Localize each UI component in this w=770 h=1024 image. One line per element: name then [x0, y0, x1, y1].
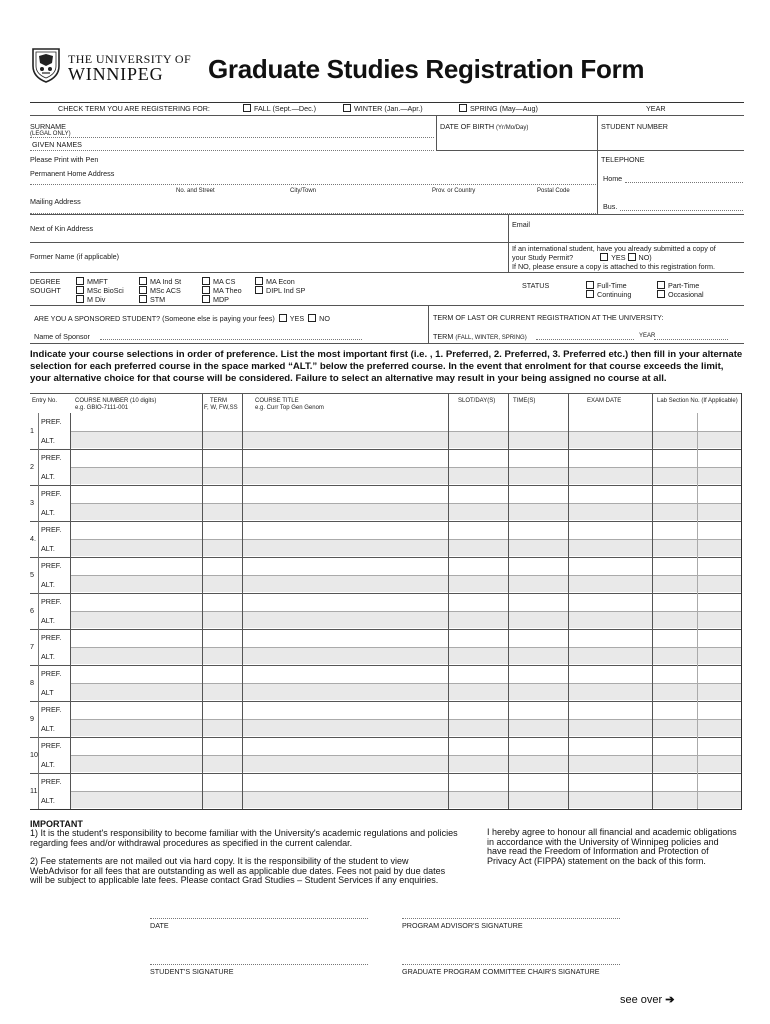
status-option[interactable]: Continuing [586, 290, 631, 299]
table-row [30, 737, 742, 773]
telephone-label: TELEPHONE [601, 155, 645, 164]
alt-row-band[interactable] [71, 648, 741, 664]
entry-number: 6 [30, 606, 34, 615]
student-signature-label: STUDENT'S SIGNATURE [150, 967, 234, 976]
col-course-title-eg: e.g. Curr Top Gen Genom [255, 405, 324, 411]
chair-signature-label: GRADUATE PROGRAM COMMITTEE CHAIR'S SIGNATURE [402, 967, 600, 976]
year-label: YEAR [646, 104, 666, 113]
alt-row-band[interactable] [71, 540, 741, 556]
table-row [30, 413, 742, 449]
pref-label: PREF. [41, 489, 62, 498]
pref-label: PREF. [41, 633, 62, 642]
sponsor-yes-checkbox[interactable] [279, 314, 287, 322]
term-fall[interactable] [243, 104, 316, 113]
entry-number: 2 [30, 462, 34, 471]
degree-option[interactable]: MA CS [202, 277, 235, 286]
intl-no-checkbox[interactable] [628, 253, 636, 261]
fall-checkbox[interactable] [243, 104, 251, 112]
see-over [620, 994, 674, 1007]
entry-number: 4. [30, 534, 36, 543]
no-street-label: No. and Street [176, 188, 215, 194]
degree-checkbox[interactable] [139, 277, 147, 285]
bus-phone-label: Bus. [603, 202, 618, 211]
table-row [30, 521, 742, 557]
col-course-title: COURSE TITLE [255, 398, 299, 404]
degree-label-2: SOUGHT [30, 286, 61, 295]
alt-label: ALT. [41, 508, 55, 517]
sponsor-no-checkbox[interactable] [308, 314, 316, 322]
important-heading: IMPORTANT [30, 819, 83, 829]
alt-row-band[interactable] [71, 432, 741, 448]
given-names-label: GIVEN NAMES [32, 140, 82, 149]
col-course-number: COURSE NUMBER (10 digits) [75, 398, 157, 404]
degree-checkbox[interactable] [255, 277, 263, 285]
part-time-checkbox[interactable] [657, 281, 665, 289]
degree-checkbox[interactable] [76, 295, 84, 303]
alt-label: ALT. [41, 724, 55, 733]
degree-option[interactable]: STM [139, 295, 165, 304]
table-row [30, 485, 742, 521]
col-exam: EXAM DATE [587, 398, 622, 404]
intl-line2: your Study Permit? YES NO) [512, 253, 652, 262]
alt-label: ALT. [41, 436, 55, 445]
continuing-checkbox[interactable] [586, 290, 594, 298]
degree-option[interactable]: MA Theo [202, 286, 242, 295]
status-option[interactable]: Occasional [657, 290, 704, 299]
dob-label: DATE OF BIRTH (Yr/Mo/Day) [440, 122, 529, 131]
status-option[interactable]: Full-Time [586, 281, 627, 290]
col-term: TERM [210, 398, 227, 404]
col-entry-no: Entry No. [32, 398, 58, 404]
alt-row-band[interactable] [71, 612, 741, 628]
status-option[interactable]: Part-Time [657, 281, 699, 290]
degree-checkbox[interactable] [255, 286, 263, 294]
pref-label: PREF. [41, 705, 62, 714]
pref-label: PREF. [41, 597, 62, 606]
form-title: Graduate Studies Registration Form [208, 54, 645, 84]
intl-line1: If an international student, have you already submitted a copy of [512, 244, 716, 253]
table-row [30, 701, 742, 737]
agreement-text: I hereby agree to honour all financial and academic obligations in accordance with the University of Winnipeg policies and have read the Freedom of Information and Protection of Privacy Act (FIPPA) statement on the back of this form. [487, 827, 737, 866]
prov-label: Prov. or Country [432, 188, 476, 194]
term-label: CHECK TERM YOU ARE REGISTERING FOR: [58, 104, 210, 113]
entry-number: 5 [30, 570, 34, 579]
print-pen-label: Please Print with Pen [30, 155, 99, 164]
legal-only-label: (LEGAL ONLY) [30, 131, 71, 137]
alt-label: ALT. [41, 472, 55, 481]
degree-checkbox[interactable] [202, 295, 210, 303]
degree-option[interactable]: MSc BioSci [76, 286, 124, 295]
occasional-checkbox[interactable] [657, 290, 665, 298]
table-row [30, 593, 742, 629]
term-fall-label: FALL (Sept.—Dec.) [254, 104, 317, 113]
next-of-kin-label: Next of Kin Address [30, 224, 94, 233]
pref-label: PREF. [41, 741, 62, 750]
alt-row-band[interactable] [71, 792, 741, 808]
degree-checkbox[interactable] [202, 277, 210, 285]
table-row [30, 773, 742, 809]
important-p2: 2) Fee statements are not mailed out via hard copy. It is the responsibility of the student to view WebAdvisor for all fees that are outstanding as well as applicable due dates. Fees not paid by due dates will be subject to applicable late fees. Please contact Grad Studies – Student Services if any enquiries. [30, 856, 446, 886]
alt-label: ALT. [41, 796, 55, 805]
degree-checkbox[interactable] [76, 277, 84, 285]
alt-row-band[interactable] [71, 756, 741, 772]
pref-label: PREF. [41, 453, 62, 462]
university-name-line2: WINNIPEG [68, 64, 164, 84]
email-label: Email [512, 220, 530, 229]
course-table [30, 393, 742, 811]
degree-option[interactable]: MDP [202, 295, 229, 304]
city-label: City/Town [290, 188, 317, 194]
university-name-line1: THE UNIVERSITY OF [68, 52, 192, 66]
entry-number: 10 [30, 750, 38, 759]
alt-row-band[interactable] [71, 468, 741, 484]
full-time-checkbox[interactable] [586, 281, 594, 289]
table-row [30, 557, 742, 593]
alt-row-band[interactable] [71, 504, 741, 520]
entry-number: 8 [30, 678, 34, 687]
col-term-eg: F, W, FW,SS [204, 405, 238, 411]
mailing-address-label: Mailing Address [30, 197, 81, 206]
entry-number: 7 [30, 642, 34, 651]
alt-label: ALT. [41, 652, 55, 661]
degree-checkbox[interactable] [139, 295, 147, 303]
entry-number: 9 [30, 714, 34, 723]
degree-option[interactable]: MA Econ [255, 277, 295, 286]
important-p1: 1) It is the student's responsibility to become familiar with the University's academic regulations and policies regarding fees and/or withdrawal procedures as specified in the current calendar. [30, 828, 458, 848]
home-phone-label: Home [603, 174, 623, 183]
sponsor-question: ARE YOU A SPONSORED STUDENT? (Someone else is paying your fees) YES NO [34, 314, 330, 323]
degree-checkbox[interactable] [139, 286, 147, 294]
pref-label: PREF. [41, 417, 62, 426]
student-number-label: STUDENT NUMBER [601, 122, 668, 131]
home-address-label: Permanent Home Address [30, 169, 115, 178]
alt-label: ALT. [41, 580, 55, 589]
entry-number: 11 [30, 786, 38, 795]
degree-label-1: DEGREE [30, 277, 61, 286]
pref-label: PREF. [41, 777, 62, 786]
table-row [30, 449, 742, 485]
alt-row-band[interactable] [71, 720, 741, 736]
table-row [30, 665, 742, 701]
table-row [30, 629, 742, 665]
pref-label: PREF. [41, 669, 62, 678]
entry-number: 3 [30, 498, 34, 507]
col-times: TIME(S) [513, 398, 536, 404]
degree-checkbox[interactable] [76, 286, 84, 294]
spring-checkbox[interactable] [459, 104, 467, 112]
degree-option[interactable]: MMFT [76, 277, 108, 286]
date-label: DATE [150, 921, 169, 930]
pref-label: PREF. [41, 525, 62, 534]
last-term-field: TERM (FALL, WINTER, SPRING) [433, 332, 527, 341]
arrow-right-icon: ➔ [665, 994, 675, 1006]
alt-row-band[interactable] [71, 576, 741, 592]
degree-option[interactable]: MSc ACS [139, 286, 181, 295]
term-spring-label: SPRING (May—Aug) [470, 104, 538, 113]
alt-label: ALT. [41, 760, 55, 769]
last-term-label: TERM OF LAST OR CURRENT REGISTRATION AT THE UNIVERSITY: [433, 313, 664, 322]
winter-checkbox[interactable] [343, 104, 351, 112]
intl-line3: If NO, please ensure a copy is attached to this registration form. [512, 262, 715, 271]
status-label: STATUS [522, 281, 550, 290]
sponsor-name-label: Name of Sponsor [34, 332, 90, 341]
intl-yes-checkbox[interactable] [600, 253, 608, 261]
see-over-label: see over [620, 994, 663, 1006]
advisor-signature-label: PROGRAM ADVISOR'S SIGNATURE [402, 921, 523, 930]
postal-label: Postal Code [537, 188, 570, 194]
alt-row-band[interactable] [71, 684, 741, 700]
university-crest-icon [30, 46, 62, 84]
former-name-label: Former Name (if applicable) [30, 252, 120, 261]
pref-label: PREF. [41, 561, 62, 570]
entry-number: 1 [30, 426, 34, 435]
degree-option[interactable]: DIPL Ind SP [255, 286, 305, 295]
degree-option[interactable]: MA Ind St [139, 277, 181, 286]
course-instructions: Indicate your course selections in order of preference. List the most important first (i.e. , 1. Preferred, 2. Preferred, 3. Preferred etc.) then fill in your alternate selection for each preferred course in the space marked “ALT.” below the preferred course. In the event that enrolment for that course exceeds the limit, your alternative choice for that course will be considered. Failure to select an alternative may result in your being assigned no course at all. [30, 349, 743, 384]
degree-option[interactable]: M Div [76, 295, 105, 304]
alt-label: ALT. [41, 544, 55, 553]
degree-checkbox[interactable] [202, 286, 210, 294]
alt-label: ALT [41, 688, 54, 697]
col-slot: SLOT/DAY(S) [458, 398, 496, 404]
alt-label: ALT. [41, 616, 55, 625]
last-year-label: YEAR [639, 333, 656, 339]
term-winter-label: WINTER (Jan.—Apr.) [354, 104, 423, 113]
col-course-number-eg: e.g. GBIO-7111-001 [75, 405, 129, 411]
term-winter[interactable] [343, 104, 423, 113]
col-lab: Lab Section No. (If Applicable) [657, 398, 738, 404]
surname-label: SURNAME [30, 122, 66, 131]
term-spring[interactable] [459, 104, 538, 113]
